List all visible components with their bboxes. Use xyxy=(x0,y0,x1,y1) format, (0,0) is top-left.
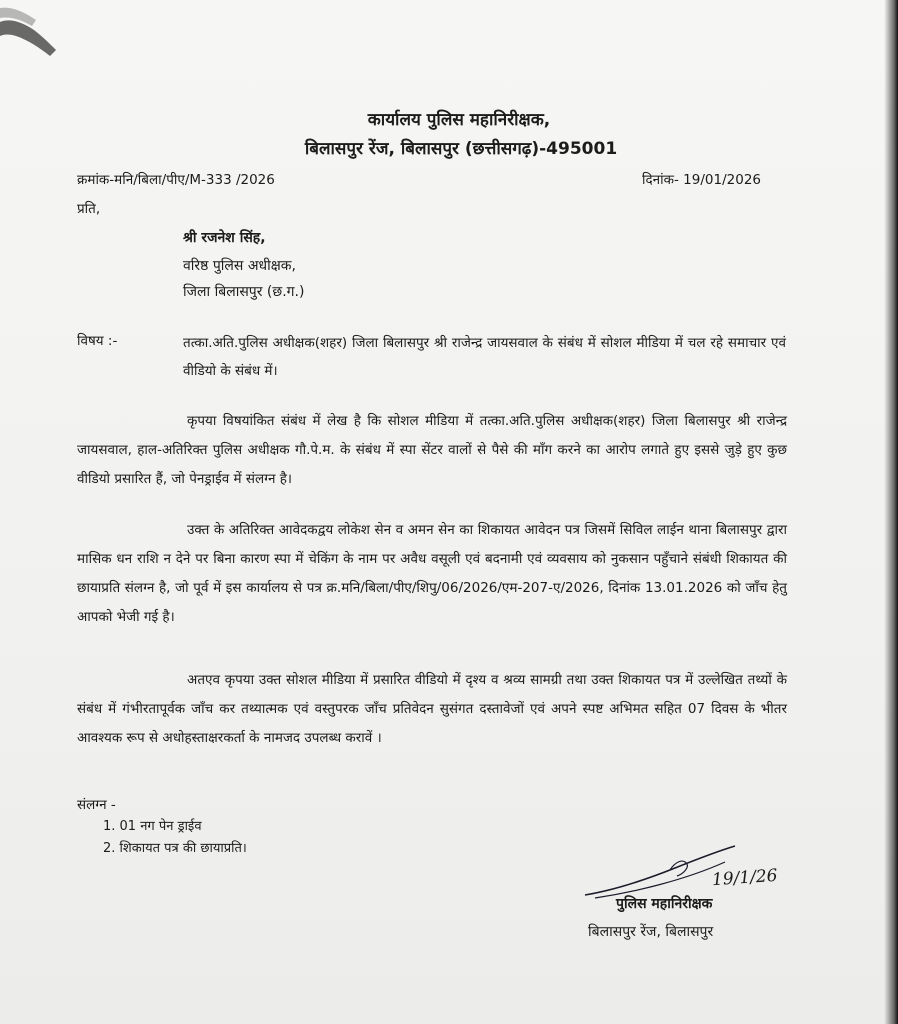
office-title: कार्यालय पुलिस महानिरीक्षक, xyxy=(367,110,551,130)
subject-label: विषय :- xyxy=(77,333,118,349)
subject-text: तत्का.अति.पुलिस अधीक्षक(शहर) जिला बिलासपुर श्री राजेन्द्र जायसवाल के संबंध में सोशल मीडिया में चल रहे समाचार एवं वीडियो के संबंध में। xyxy=(183,335,786,379)
salutation-prati: प्रति, xyxy=(77,201,101,217)
signatory-office: बिलासपुर रेंज, बिलासपुर xyxy=(588,924,714,940)
signature-date: 19/1/26 xyxy=(711,865,779,891)
page-edge-shadow xyxy=(884,0,898,1024)
office-address: बिलासपुर रेंज, बिलासपुर (छत्तीसगढ़)-495001 xyxy=(304,139,618,159)
paper-clip-shadow xyxy=(0,0,70,70)
letter-date: दिनांक- 19/01/2026 xyxy=(642,172,761,188)
reference-number: क्रमांक-मनि/बिला/पीए/M-333 /2026 xyxy=(77,172,275,188)
recipient-district: जिला बिलासपुर (छ.ग.) xyxy=(183,284,305,300)
recipient-designation: वरिष्ठ पुलिस अधीक्षक, xyxy=(183,258,296,274)
body-paragraph-3: अतएव कृपया उक्त सोशल मीडिया में प्रसारित वीडियो में दृश्य व श्रव्य सामग्री तथा उक्त शिकायत पत्र में उल्लेखित तथ्यों के संबंध में गंभीरतापूर्वक जाँच कर तथ्यात्मक एवं वस्तुपरक जाँच प्रतिवेदन सुसंगत दस्तावेजों एवं अपने स्पष्ट अभिमत सहित 07 दिवस के भीतर आवश्यक रूप से अधोहस्ताक्षरकर्ता के नामजद उपलब्ध करावें । xyxy=(77,672,787,746)
enclosure-item-2: 2. शिकायत पत्र की छायाप्रति। xyxy=(103,841,247,856)
body-paragraph-2: उक्त के अतिरिक्त आवेदकद्वय लोकेश सेन व अमन सेन का शिकायत आवेदन पत्र जिसमें सिविल लाईन थाना बिलासपुर द्वारा मासिक धन राशि न देने पर बिना कारण स्पा में चेकिंग के नाम पर अवैध वसूली एवं बदनामी एवं व्यवसाय को नुकसान पहुँचाने संबंधी शिकायत की छायाप्रति संलग्न है, जो पूर्व में इस कार्यालय से पत्र क्र.मनि/बिला/पीए/शिपु/06/2026/एम-207-ए/2026, दिनांक 13.01.2026 को जाँच हेतु आपको भेजी गई है। xyxy=(77,522,787,625)
enclosure-item-1: 1. 01 नग पेन ड्राईव xyxy=(103,819,202,834)
signatory-title: पुलिस महानिरीक्षक xyxy=(616,896,713,912)
enclosure-label: संलग्न - xyxy=(77,797,116,813)
recipient-name: श्री रजनेश सिंह, xyxy=(183,230,266,246)
body-paragraph-1: कृपया विषयांकित संबंध में लेख है कि सोशल मीडिया में तत्का.अति.पुलिस अधीक्षक(शहर) जिला बिलासपुर श्री राजेन्द्र जायसवाल, हाल-अतिरिक्त पुलिस अधीक्षक गौ.पे.म. के संबंध में स्पा सेंटर वालों से पैसे की माँग करने का आरोप लगाते हुए इससे जुड़े हुए कुछ वीडियो प्रसारित हैं, जो पेनड्राईव में संलग्न है। xyxy=(77,413,787,487)
